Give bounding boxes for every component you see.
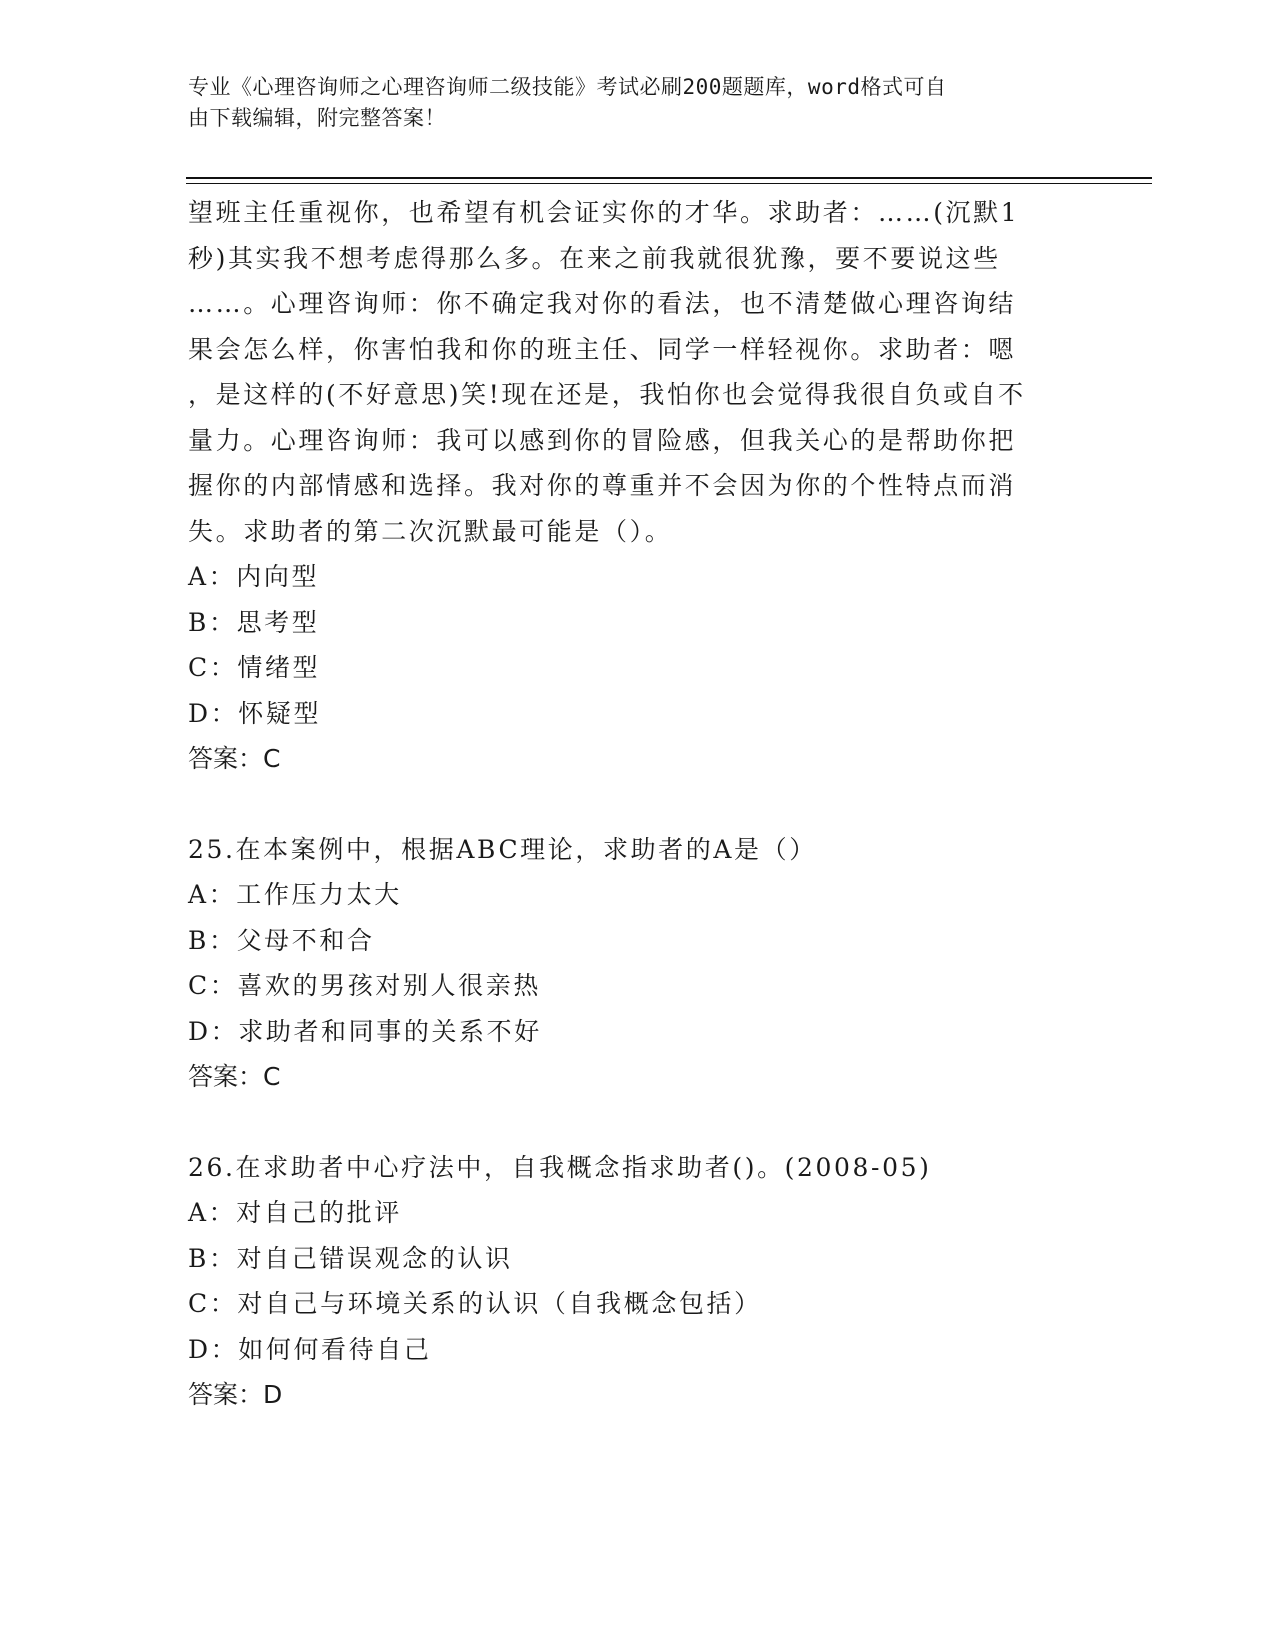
header-line-2: 由下载编辑，附完整答案！	[188, 106, 446, 130]
question-24-text-line: 果会怎么样，你害怕我和你的班主任、同学一样轻视你。求助者：嗯	[188, 334, 1017, 364]
question-26-answer: 答案：D	[188, 1380, 283, 1409]
question-25-block	[188, 827, 1078, 1100]
spacer	[188, 1100, 1078, 1145]
spacer	[188, 782, 1078, 827]
question-26-option-b: B：对自己错误观念的认识	[188, 1243, 513, 1273]
question-25-option-a: A：工作压力太大	[188, 880, 402, 909]
question-26-text: 26.在求助者中心疗法中，自我概念指求助者()。(2008-05)	[188, 1152, 932, 1182]
question-24-text-line: ……。心理咨询师：你不确定我对你的看法，也不清楚做心理咨询结	[188, 289, 1017, 318]
question-25-option-d: D：求助者和同事的关系不好	[188, 1016, 542, 1046]
question-24-option-d: D：怀疑型	[188, 698, 322, 728]
question-24-text-line: 量力。心理咨询师：我可以感到你的冒险感，但我关心的是帮助你把	[188, 425, 1017, 455]
question-24-block	[188, 190, 1078, 782]
question-24-text-line: 秒)其实我不想考虑得那么多。在来之前我就很犹豫，要不要说这些	[188, 243, 1001, 273]
question-24-option-b: B：思考型	[188, 607, 320, 637]
question-25-option-c: C：喜欢的男孩对别人很亲热	[188, 971, 541, 1000]
question-24-option-a: A：内向型	[188, 562, 320, 591]
question-26-option-c: C：对自己与环境关系的认识（自我概念包括）	[188, 1289, 762, 1318]
question-24-text-line: ，是这样的(不好意思)笑!现在还是，我怕你也会觉得我很自负或自不	[188, 380, 1026, 409]
header-divider-thick	[186, 177, 1152, 179]
header-divider-thin	[186, 183, 1152, 184]
question-25-answer: 答案：C	[188, 1062, 281, 1091]
question-24-text-line: 望班主任重视你，也希望有机会证实你的才华。求助者：……(沉默1	[188, 198, 1020, 227]
question-26-option-d: D：如何何看待自己	[188, 1334, 432, 1364]
header-line-1: 专业《心理咨询师之心理咨询师二级技能》考试必刷200题题库，word格式可自	[188, 75, 947, 99]
question-24-answer: 答案：C	[188, 744, 281, 773]
question-25-option-b: B：父母不和合	[188, 925, 375, 955]
question-26-block	[188, 1145, 1078, 1418]
document-body	[188, 190, 1078, 1418]
question-26-option-a: A：对自己的批评	[188, 1198, 402, 1227]
question-24-option-c: C：情绪型	[188, 653, 321, 682]
question-25-text: 25.在本案例中，根据ABC理论，求助者的A是（）	[188, 834, 817, 864]
document-header	[188, 72, 1068, 134]
question-24-text-line: 握你的内部情感和选择。我对你的尊重并不会因为你的个性特点而消	[188, 471, 1017, 500]
question-24-text-line: 失。求助者的第二次沉默最可能是（）。	[188, 516, 673, 546]
